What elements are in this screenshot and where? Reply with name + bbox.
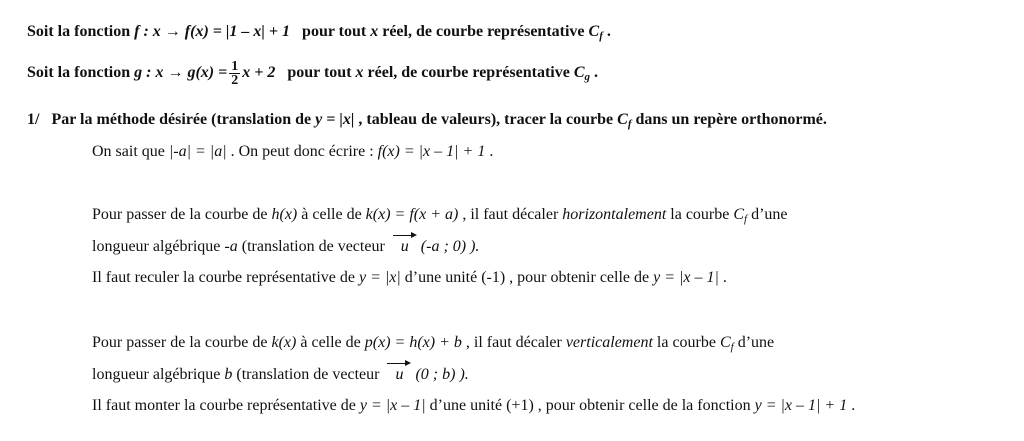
answer-l2-curve-sub: f — [744, 213, 748, 225]
g-def-end: . — [594, 64, 598, 81]
question-1 — [27, 110, 827, 134]
g-def-suffix: réel, de courbe représentative — [367, 64, 574, 81]
answer-l1-e: . — [489, 143, 494, 160]
answer-line-4 — [92, 268, 727, 288]
answer-l5-c: à celle de — [300, 334, 365, 351]
answer-l2-f: horizontalement — [562, 206, 667, 223]
f-def-mid: pour tout — [302, 23, 371, 40]
answer-l5-g: la courbe — [656, 334, 720, 351]
f-def-suffix: réel, de courbe représentative — [382, 23, 589, 40]
answer-l2-c: à celle de — [301, 206, 366, 223]
answer-l4-a: Il faut reculer la courbe représentative de — [92, 269, 359, 286]
answer-l1-c: . On peut donc écrire : — [230, 143, 378, 160]
question-curve-sub: f — [627, 118, 632, 130]
g-def-curve-sub: g — [584, 71, 590, 83]
answer-line-5 — [92, 333, 774, 357]
answer-l2-g: la courbe — [670, 206, 734, 223]
vector-u-symbol: u — [391, 237, 419, 257]
answer-l6-b: b — [224, 366, 233, 383]
answer-l2-d: k(x) = f(x + a) — [365, 206, 459, 223]
f-def-prefix: Soit la fonction — [27, 23, 135, 40]
answer-l5-f: verticalement — [565, 334, 653, 351]
answer-l2-h: d’une — [751, 206, 788, 223]
answer-l4-d: y = |x – 1| — [653, 269, 719, 286]
answer-l3-a: longueur algébrique — [92, 238, 225, 255]
answer-l4-c: d’une unité (-1) , pour obtenir celle de — [404, 269, 654, 286]
f-definition — [27, 22, 611, 46]
f-def-curve-sub: f — [599, 30, 603, 42]
g-def-expression-tail: x + 2 — [242, 64, 276, 81]
f-def-curve: C — [588, 23, 600, 40]
answer-l7-e: . — [851, 397, 856, 414]
question-label: 1/ — [27, 111, 40, 128]
answer-l2-curve: C — [733, 206, 745, 223]
answer-l7-b: y = |x – 1| — [359, 397, 426, 414]
f-def-expression: f : x → f(x) = |1 – x| + 1 — [134, 23, 291, 40]
answer-l6-c: (translation de vecteur — [236, 366, 384, 383]
answer-l2-a: Pour passer de la courbe de — [92, 206, 272, 223]
answer-line-1 — [92, 142, 493, 162]
g-def-var: x — [355, 64, 364, 81]
g-def-expression: g : x → g(x) = — [134, 64, 228, 81]
fraction-denominator: 2 — [231, 72, 239, 88]
answer-l7-d: y = |x – 1| + 1 — [754, 397, 848, 414]
answer-l5-e: , il faut décaler — [465, 334, 566, 351]
answer-line-6 — [92, 365, 469, 385]
answer-l2-b: h(x) — [271, 206, 298, 223]
g-def-mid: pour tout — [287, 64, 356, 81]
answer-l7-a: Il faut monter la courbe représentative de — [92, 397, 360, 414]
answer-l3-c: (translation de vecteur — [241, 238, 389, 255]
answer-l5-d: p(x) = h(x) + b — [364, 334, 462, 351]
answer-l3-d: (-a ; 0) ). — [420, 238, 480, 255]
answer-l7-c: d’une unité (+1) , pour obtenir celle de la fonction — [429, 397, 755, 414]
question-text-b: , tableau de valeurs), tracer la courbe — [358, 111, 618, 128]
answer-l5-a: Pour passer de la courbe de — [92, 334, 272, 351]
answer-l4-e: . — [722, 269, 727, 286]
g-def-prefix: Soit la fonction — [27, 64, 135, 81]
answer-l5-curve-sub: f — [730, 341, 734, 353]
answer-l1-a: On sait que — [92, 143, 169, 160]
answer-l1-d: f(x) = |x – 1| + 1 — [377, 143, 486, 160]
question-text-c: dans un repère orthonormé. — [635, 111, 827, 128]
answer-l2-e: , il faut décaler — [462, 206, 563, 223]
answer-line-7 — [92, 396, 855, 416]
answer-l1-b: |-a| = |a| — [168, 143, 227, 160]
answer-line-3 — [92, 237, 479, 257]
question-expression: y = |x| — [315, 111, 355, 128]
question-text-a: Par la méthode désirée (translation de — [51, 111, 316, 128]
g-def-fraction — [229, 60, 240, 87]
answer-line-2 — [92, 205, 788, 229]
answer-l6-a: longueur algébrique — [92, 366, 225, 383]
g-definition — [27, 58, 598, 92]
answer-l3-b: -a — [224, 238, 238, 255]
question-curve: C — [617, 111, 628, 128]
vector-u-symbol-2: u — [385, 365, 413, 385]
f-def-var: x — [370, 23, 379, 40]
answer-l5-h: d’une — [737, 334, 775, 351]
f-def-end: . — [606, 23, 611, 40]
answer-l6-d: (0 ; b) ). — [415, 366, 469, 383]
answer-l4-b: y = |x| — [358, 269, 401, 286]
answer-l5-curve: C — [719, 334, 731, 351]
answer-l5-b: k(x) — [271, 334, 297, 351]
g-def-curve: C — [573, 64, 585, 81]
fraction-numerator: 1 — [231, 58, 239, 74]
